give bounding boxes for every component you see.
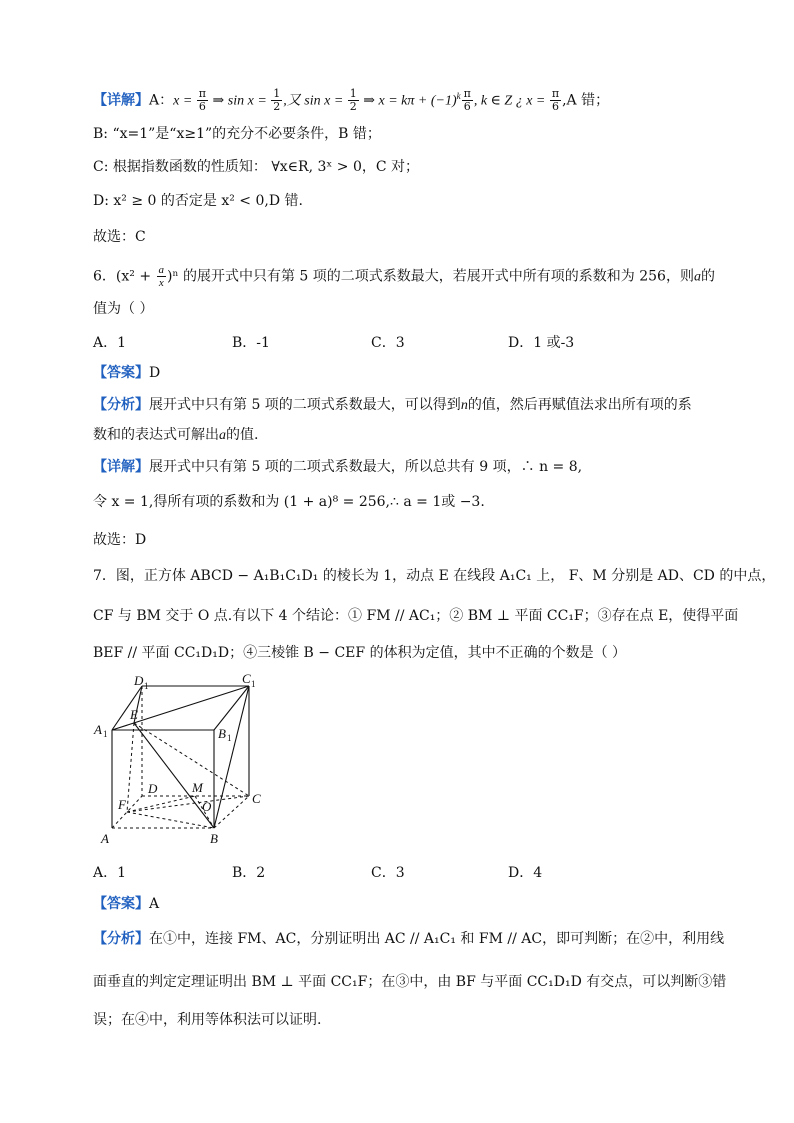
math-kpi: ⇒ x = kπ + (−1) — [359, 93, 457, 109]
line-fb — [127, 812, 214, 828]
q7-option-c: C．3 — [371, 865, 405, 881]
q6-stem — [93, 264, 715, 289]
answer-value: D — [149, 365, 161, 381]
q6-option-c: C．3 — [371, 335, 405, 351]
line-b: B: “x=1”是“x≥1”的充分不必要条件，B 错； — [93, 126, 381, 142]
analysis-tag: 【分析】 — [93, 931, 149, 947]
q6-prefix: 6．(x² + — [93, 268, 156, 285]
cube-figure — [90, 672, 280, 852]
line-fm — [127, 796, 195, 812]
q6-analysis — [93, 395, 692, 416]
answer-d: 故选：D — [93, 532, 147, 548]
label-c: C — [252, 791, 261, 806]
q6-end: 的 — [700, 268, 715, 285]
frac-num: 1 — [273, 87, 281, 101]
label-c1: C — [242, 672, 251, 686]
label-d1: D — [134, 673, 144, 688]
fraction-pi-6c — [550, 88, 561, 113]
frac-num: 1 — [349, 87, 357, 101]
label-a1: A — [94, 722, 102, 737]
frac-den: 6 — [198, 100, 206, 114]
answer-c: 故选：C — [93, 229, 146, 245]
q7-analysis-line1 — [93, 929, 724, 949]
fraction-1-2b — [348, 88, 359, 113]
detail-a-line — [93, 86, 609, 113]
frac-den: 6 — [463, 100, 471, 114]
q6-fraction-a-x — [157, 264, 167, 289]
math-k-in-z: , k ∈ Z ¿ x = — [473, 93, 549, 109]
q6-option-b: B．-1 — [232, 335, 270, 351]
frac-den: 2 — [349, 100, 357, 114]
label-o: O — [202, 799, 212, 814]
q6-stem-line2: 值为（ ） — [93, 301, 154, 317]
line-c: C: 根据指数函数的性质知： ∀x∈R, 3ˣ > 0，C 对； — [93, 159, 420, 175]
detail-tag: 【详解】 — [93, 459, 149, 475]
line-fc — [127, 796, 249, 812]
q6-var-a: a — [693, 269, 701, 285]
q7-stem-line2: CF 与 BM 交于 O 点.有以下 4 个结论：① FM // AC₁；② BM ⊥ 平面 CC₁F；③存在点 E，使得平面 — [93, 608, 739, 624]
label-d: D — [148, 781, 158, 796]
analysis-text: 在①中，连接 FM、AC，分别证明出 AC // A₁C₁ 和 FM // AC，即可判断；在②中，利用线 — [149, 931, 725, 947]
q6-analysis-line2 — [93, 425, 258, 446]
detail-a-lead: A： — [149, 92, 174, 109]
frac-num: a — [158, 264, 165, 276]
q7-option-a: A．1 — [93, 865, 127, 881]
frac-den: 6 — [551, 100, 559, 114]
analysis-a: a — [219, 428, 226, 443]
label-e: E — [130, 707, 138, 722]
q7-analysis-line3: 误；在④中，利用等体积法可以证明. — [93, 1012, 322, 1028]
analysis-text2: 的值，然后再赋值法求出所有项的系 — [467, 397, 692, 413]
label-d1-sub: 1 — [144, 681, 149, 691]
label-b: B — [210, 831, 218, 846]
fraction-pi-6 — [197, 88, 208, 113]
label-a1-sub: 1 — [103, 729, 108, 739]
answer-tag: 【答案】 — [93, 365, 149, 381]
label-a: A — [101, 831, 109, 846]
q7-stem-line3: BEF // 平面 CC₁D₁D；④三棱锥 B − CEF 的体积为定值，其中不正确的个数是（ ） — [93, 645, 627, 661]
answer-tag: 【答案】 — [93, 896, 149, 912]
frac-num: π — [198, 87, 207, 101]
frac-den: 2 — [273, 100, 281, 114]
math-x: x = — [173, 93, 196, 109]
q6-option-a: A．1 — [93, 335, 127, 351]
math-again-sin: ,又 sin x = — [283, 93, 347, 109]
detail-text: 展开式中只有第 5 项的二项式系数最大，所以总共有 9 项，∴ n = 8, — [149, 459, 583, 475]
q7-option-d: D．4 — [508, 865, 543, 881]
line-ef — [127, 723, 134, 812]
answer-value: A — [149, 896, 160, 912]
analysis-n: n — [460, 398, 468, 413]
q6-option-d: D．1 或-3 — [508, 335, 575, 351]
q6-detail-line2: 令 x = 1,得所有项的系数和为 (1 + a)⁸ = 256,∴ a = 1或 −3. — [93, 494, 485, 510]
analysis-line2a: 数和的表达式可解出 — [93, 427, 219, 443]
q7-option-b: B．2 — [232, 865, 266, 881]
q6-answer — [93, 363, 160, 383]
math-pow-k: k — [456, 91, 461, 101]
q6-detail — [93, 457, 582, 477]
detail-tag: 【详解】 — [93, 92, 149, 109]
label-b1: B — [218, 726, 226, 741]
frac-num: π — [551, 87, 560, 101]
frac-den: x — [158, 277, 164, 289]
label-b1-sub: 1 — [227, 733, 232, 743]
detail-a-end: ,A 错； — [562, 92, 610, 109]
q7-stem-line1: 7．图，正方体 ABCD − A₁B₁C₁D₁ 的棱长为 1，动点 E 在线段 A₁C₁ 上， F、M 分别是 AD、CD 的中点， — [93, 568, 776, 584]
math-implies-sin: ⇒ sin x = — [209, 93, 271, 109]
analysis-line2b: 的值. — [226, 427, 259, 443]
q6-after: )ⁿ 的展开式中只有第 5 项的二项式系数最大，若展开式中所有项的系数和为 256，则 — [167, 268, 694, 285]
label-c1-sub: 1 — [251, 679, 256, 689]
line-d: D: x² ≥ 0 的否定是 x² < 0,D 错. — [93, 193, 303, 209]
fraction-1-2 — [271, 88, 282, 113]
q7-analysis-line2: 面垂直的判定定理证明出 BM ⊥ 平面 CC₁F；在③中，由 BF 与平面 CC₁D₁D 有交点，可以判断③错 — [93, 974, 727, 990]
q7-answer — [93, 894, 159, 914]
frac-num: π — [463, 87, 471, 101]
edge-bc — [214, 796, 249, 828]
analysis-text1: 展开式中只有第 5 项的二项式系数最大，可以得到 — [149, 397, 461, 413]
fraction-pi-6b — [462, 88, 473, 113]
analysis-tag: 【分析】 — [93, 397, 149, 413]
label-m: M — [192, 780, 203, 795]
label-f: F — [118, 797, 126, 812]
